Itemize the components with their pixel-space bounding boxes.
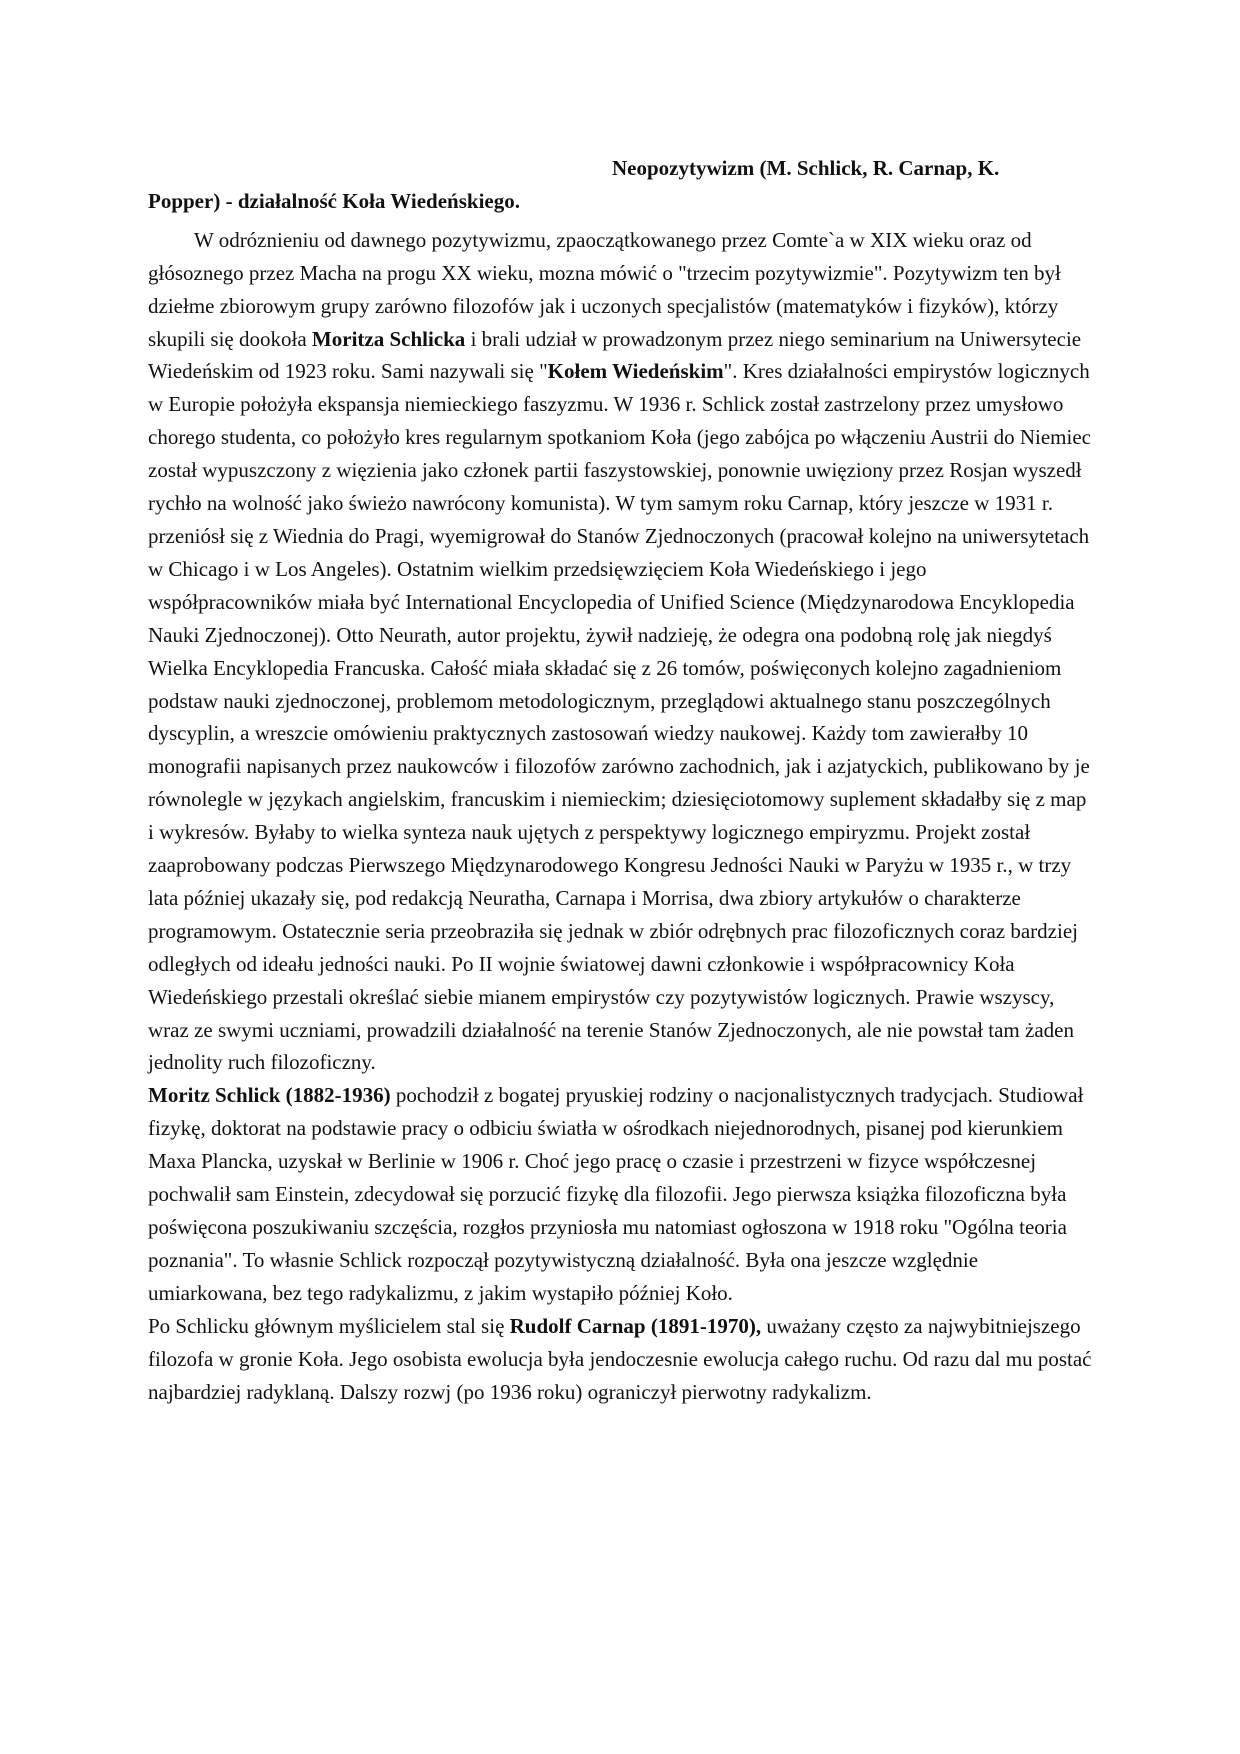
paragraph-carnap: [148, 1310, 1093, 1409]
bold-heading-carnap: Rudolf Carnap (1891-1970),: [509, 1313, 762, 1338]
paragraph-text: ". Kres działalności empirystów logicznych w Europie położyła ekspansja niemieckiego faszyzmu. W 1936 r. Schlick został zastrzelony przez umysłowo chorego studenta, co położyło kres regularnym spotkaniom Koła (jego zabójca po włączeniu Austrii do Niemiec został wypuszczony z więzienia jako członek partii faszystowskiej, ponownie uwięziony przez Rosjan wyszedł rychło na wolność jako świeżo nawrócony komunista). W tym samym roku Carnap, który jeszcze w 1931 r. przeniósł się z Wiednia do Pragi, wyemigrował do Stanów Zjednoczonych (pracował kolejno na uniwersytetach w Chicago i w Los Angeles). Ostatnim wielkim przedsięwzięciem Koła Wiedeńskiego i jego współpracowników miała być International Encyclopedia of Unified Science (Międzynarodowa Encyklopedia Nauki Zjednoczonej). Otto Neurath, autor projektu, żywił nadzieję, że odegra ona podobną rolę jak niegdyś Wielka Encyklopedia Francuska. Całość miała składać się z 26 tomów, poświęconych kolejno zagadnieniom podstaw nauki zjednoczonej, problemom metodologicznym, przeglądowi aktualnego stanu poszczególnych dyscyplin, a wreszcie omówieniu praktycznych zastosowań wiedzy naukowej. Każdy tom zawierałby 10 monografii napisanych przez naukowców i filozofów zarówno zachodnich, jak i azjatyckich, publikowano by je równolegle w językach angielskim, francuskim i niemieckim; dziesięciotomowy suplement składałby się z map i wykresów. Byłaby to wielka synteza nauk ujętych z perspektywy logicznego empiryzmu. Projekt został zaaprobowany podczas Pierwszego Międzynarodowego Kongresu Jedności Nauki w Paryżu w 1935 r., w trzy lata później ukazały się, pod redakcją Neuratha, Carnapa i Morrisa, dwa zbiory artykułów o charakterze programowym. Ostatecznie seria przeobraziła się jednak w zbiór odrębnych prac filozoficznych coraz bardziej odległych od ideału jedności nauki. Po II wojnie światowej dawni członkowie i współpracownicy Koła Wiedeńskiego przestali określać siebie mianem empirystów czy pozytywistów logicznych. Prawie wszyscy, wraz ze swymi uczniami, prowadzili działalność na terenie Stanów Zjednoczonych, ale nie powstał tam żaden jednolity ruch filozoficzny.: [148, 359, 1091, 1075]
bold-heading-schlick: Moritz Schlick (1882-1936): [148, 1083, 391, 1108]
document-body: [148, 152, 1093, 1408]
paragraph-schlick: [148, 1079, 1093, 1309]
document-title-line2: Popper) - działalność Koła Wiedeńskiego.: [148, 188, 520, 213]
paragraph-text: pochodził z bogatej pryuskiej rodziny o nacjonalistycznych tradycjach. Studiował fizykę, doktorat na podstawie pracy o odbiciu światła w ośrodkach niejednorodnych, pisanej pod kierunkiem Maxa Plancka, uzyskał w Berlinie w 1906 r. Choć jego pracę o czasie i przestrzeni w fizyce współczesnej pochwalił sam Einstein, zdecydował się porzucić fizykę dla filozofii. Jego pierwsza książka filozoficzna była poświęcona poszukiwaniu szczęścia, rozgłos przyniosła mu natomiast ogłoszona w 1918 roku "Ogólna teoria poznania". To własnie Schlick rozpoczął pozytywistyczną działalność. Była ona jeszcze względnie umiarkowana, bez tego radykalizmu, z jakim wystapiło później Koło.: [148, 1083, 1084, 1305]
paragraph-text: W odróznieniu od dawnego pozytywizmu, zpaoczątkowanego przez Comte`a w XIX wieku oraz od głósoznego przez Macha na progu XX wieku, mozna mówić o "trzecim pozytywizmie". Pozytywizm ten był dziełme zbiorowym grupy zarówno filozofów jak i uczonych specjalistów (matematyków i fizyków), którzy skupili się dookoła: [148, 227, 1061, 351]
bold-term-kolem-wiedenskim: Kołem Wiedeńskim: [547, 359, 724, 384]
document-title-line1: Neopozytywizm (M. Schlick, R. Carnap, K.: [612, 156, 1000, 180]
paragraph-text: uważany często za najwybitniejszego filozofa w gronie Koła. Jego osobista ewolucja była jendoczesnie ewolucja całego ruchu. Od razu dal mu postać najbardziej radyklaną. Dalszy rozwj (po 1936 roku) ograniczył pierwotny radykalizm.: [148, 1313, 1092, 1404]
paragraph-text: Po Schlicku głównym myślicielem stal się: [148, 1313, 510, 1338]
paragraph-vienna-circle: [148, 224, 1093, 1080]
paragraph-text: i brali udział w prowadzonym przez niego seminarium na Uniwersytecie Wiedeńskim od 1923 roku. Sami nazywali się ": [148, 326, 1082, 384]
bold-name-schlick: Moritza Schlicka: [311, 326, 466, 351]
